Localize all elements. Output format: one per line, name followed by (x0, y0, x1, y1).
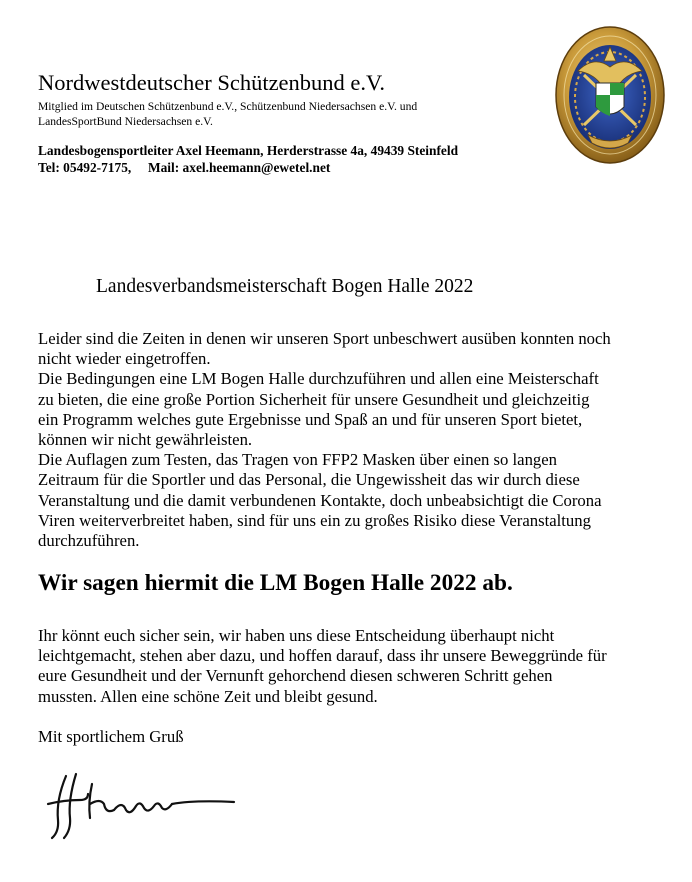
body-line: Veranstaltung und die damit verbundenen Kontakte, doch unbeabsichtigt die Corona (38, 490, 602, 510)
body-line: zu bieten, die eine große Portion Sicherheit für unsere Gesundheit und gleichzeitig (38, 389, 590, 409)
signature-icon (44, 770, 244, 846)
membership-line-2: LandesSportBund Niedersachsen e.V. (38, 115, 213, 128)
body-line: Leider sind die Zeiten in denen wir unseren Sport unbeschwert ausüben konnten noch (38, 329, 611, 348)
closing-paragraph (38, 626, 607, 707)
body-line: Die Auflagen zum Testen, das Tragen von FFP2 Masken über einen so langen (38, 450, 558, 470)
body-paragraph (38, 329, 648, 551)
organization-name: Nordwestdeutscher Schützenbund e.V. (38, 70, 386, 95)
body-line: durchzuführen. (38, 531, 140, 551)
closing-line: Ihr könnt euch sicher sein, wir haben uns diese Entscheidung überhaupt nicht (38, 626, 555, 645)
membership-line-1: Mitglied im Deutschen Schützenbund e.V., Schützenbund Niedersachsen e.V. und (38, 100, 418, 113)
greeting: Mit sportlichem Gruß (38, 727, 184, 746)
membership-info (38, 99, 468, 129)
contact-phone-mail-line: Tel: 05492-7175, Mail: axel.heemann@ewetel.net (38, 160, 331, 175)
contact-person-line: Landesbogensportleiter Axel Heemann, Herderstrasse 4a, 49439 Steinfeld (38, 143, 459, 158)
federation-logo-icon (554, 25, 666, 165)
cancellation-headline: Wir sagen hiermit die LM Bogen Halle 2022 ab. (38, 570, 513, 596)
body-line: Viren weiterverbreitet haben, sind für uns ein zu großes Risiko diese Veranstaltung (38, 510, 591, 530)
closing-line: eure Gesundheit und der Vernunft gehorchend diesen schweren Schritt gehen (38, 666, 553, 686)
body-line: Zeitraum für die Sportler und das Personal, die Ungewissheit das wir durch diese (38, 470, 580, 490)
body-line: Die Bedingungen eine LM Bogen Halle durchzuführen und allen eine Meisterschaft (38, 369, 599, 389)
closing-line: mussten. Allen eine schöne Zeit und bleibt gesund. (38, 686, 378, 706)
document-title: Landesverbandsmeisterschaft Bogen Halle 2022 (96, 276, 474, 297)
closing-line: leichtgemacht, stehen aber dazu, und hoffen darauf, dass ihr unsere Beweggründe für (38, 646, 607, 666)
body-line: können wir nicht gewährleisten. (38, 430, 253, 450)
body-line: nicht wieder eingetroffen. (38, 349, 211, 369)
body-line: ein Programm welches gute Ergebnisse und Spaß an und für unseren Sport bietet, (38, 409, 583, 429)
